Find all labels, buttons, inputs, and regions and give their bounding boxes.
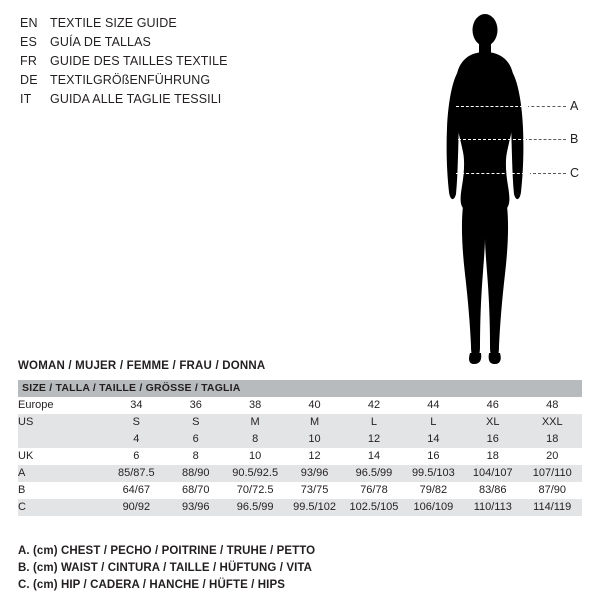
cell: 90.5/92.5 — [225, 465, 284, 482]
measurement-legend — [18, 543, 578, 594]
cell: 96.5/99 — [344, 465, 403, 482]
table-row — [18, 499, 582, 516]
cell: 88/90 — [166, 465, 225, 482]
row-label: A — [18, 465, 107, 482]
cell: 93/96 — [285, 465, 344, 482]
table-row — [18, 465, 582, 482]
cell: 20 — [522, 448, 582, 465]
cell: M — [225, 414, 284, 431]
cell: XXL — [522, 414, 582, 431]
cell: 8 — [225, 431, 284, 448]
cell: 40 — [285, 397, 344, 414]
table-row — [18, 414, 582, 431]
cell: 18 — [522, 431, 582, 448]
language-row — [20, 35, 350, 54]
table-row — [18, 482, 582, 499]
language-row — [20, 73, 350, 92]
cell: 90/92 — [107, 499, 166, 516]
row-label: US — [18, 414, 107, 431]
language-code: IT — [20, 92, 32, 106]
language-code: DE — [20, 73, 38, 87]
cell: 12 — [344, 431, 403, 448]
cell: 48 — [522, 397, 582, 414]
language-title: TEXTILGRÖßENFÜHRUNG — [50, 73, 211, 87]
cell: S — [166, 414, 225, 431]
legend-row-a: A. (cm) CHEST / PECHO / POITRINE / TRUHE / PETTO — [18, 545, 316, 557]
language-row — [20, 54, 350, 73]
cell: 16 — [463, 431, 522, 448]
language-title-block — [20, 16, 350, 111]
language-row — [20, 16, 350, 35]
language-title: GUIDE DES TAILLES TEXTILE — [50, 54, 228, 68]
marker-line-b-inner — [458, 139, 526, 140]
cell: 14 — [344, 448, 403, 465]
row-label — [18, 431, 107, 448]
cell: 85/87.5 — [107, 465, 166, 482]
cell: 76/78 — [344, 482, 403, 499]
marker-line-c-inner — [456, 173, 530, 174]
cell: L — [404, 414, 463, 431]
language-title: GUIDA ALLE TAGLIE TESSILI — [50, 92, 222, 106]
cell: 102.5/105 — [344, 499, 403, 516]
cell: 73/75 — [285, 482, 344, 499]
cell: 99.5/103 — [404, 465, 463, 482]
marker-label-a: A — [570, 99, 579, 113]
marker-label-b: B — [570, 132, 579, 146]
table-row — [18, 397, 582, 414]
cell: 68/70 — [166, 482, 225, 499]
cell: 93/96 — [166, 499, 225, 516]
legend-row-b: B. (cm) WAIST / CINTURA / TAILLE / HÜFTUNG / VITA — [18, 562, 313, 574]
cell: 114/119 — [522, 499, 582, 516]
cell: 36 — [166, 397, 225, 414]
cell: 46 — [463, 397, 522, 414]
cell: 14 — [404, 431, 463, 448]
cell: 6 — [107, 448, 166, 465]
table-row — [18, 431, 582, 448]
marker-line-b-outer — [524, 139, 566, 140]
cell: 87/90 — [522, 482, 582, 499]
language-code: ES — [20, 35, 38, 49]
row-label: C — [18, 499, 107, 516]
language-code: FR — [20, 54, 38, 68]
cell: 96.5/99 — [225, 499, 284, 516]
cell: 64/67 — [107, 482, 166, 499]
female-body-silhouette-icon — [430, 8, 540, 373]
row-label: B — [18, 482, 107, 499]
cell: S — [107, 414, 166, 431]
row-label: UK — [18, 448, 107, 465]
cell: 70/72.5 — [225, 482, 284, 499]
language-title: TEXTILE SIZE GUIDE — [50, 16, 177, 30]
measurement-figure — [400, 8, 595, 373]
language-code: EN — [20, 16, 38, 30]
legend-row-c: C. (cm) HIP / CADERA / HANCHE / HÜFTE / HIPS — [18, 579, 286, 591]
cell: 44 — [404, 397, 463, 414]
cell: 99.5/102 — [285, 499, 344, 516]
table-header-label: SIZE / TALLA / TAILLE / GRÖSSE / TAGLIA — [22, 382, 241, 394]
cell: 10 — [285, 431, 344, 448]
cell: 110/113 — [463, 499, 522, 516]
cell: 4 — [107, 431, 166, 448]
cell: 18 — [463, 448, 522, 465]
size-table — [18, 380, 582, 516]
cell: M — [285, 414, 344, 431]
table-row — [18, 448, 582, 465]
cell: 106/109 — [404, 499, 463, 516]
marker-line-a-outer — [526, 106, 566, 107]
cell: 83/86 — [463, 482, 522, 499]
cell: 79/82 — [404, 482, 463, 499]
marker-label-c: C — [570, 166, 580, 180]
cell: XL — [463, 414, 522, 431]
row-label: Europe — [18, 397, 107, 414]
marker-line-c-outer — [528, 173, 566, 174]
cell: L — [344, 414, 403, 431]
language-title: GUÍA DE TALLAS — [50, 35, 151, 49]
cell: 10 — [225, 448, 284, 465]
cell: 6 — [166, 431, 225, 448]
cell: 38 — [225, 397, 284, 414]
cell: 104/107 — [463, 465, 522, 482]
language-row — [20, 92, 350, 111]
cell: 8 — [166, 448, 225, 465]
table-section-title: WOMAN / MUJER / FEMME / FRAU / DONNA — [18, 360, 266, 372]
table-header-row — [18, 380, 582, 397]
marker-line-a-inner — [456, 106, 528, 107]
cell: 12 — [285, 448, 344, 465]
cell: 34 — [107, 397, 166, 414]
cell: 107/110 — [522, 465, 582, 482]
cell: 16 — [404, 448, 463, 465]
cell: 42 — [344, 397, 403, 414]
